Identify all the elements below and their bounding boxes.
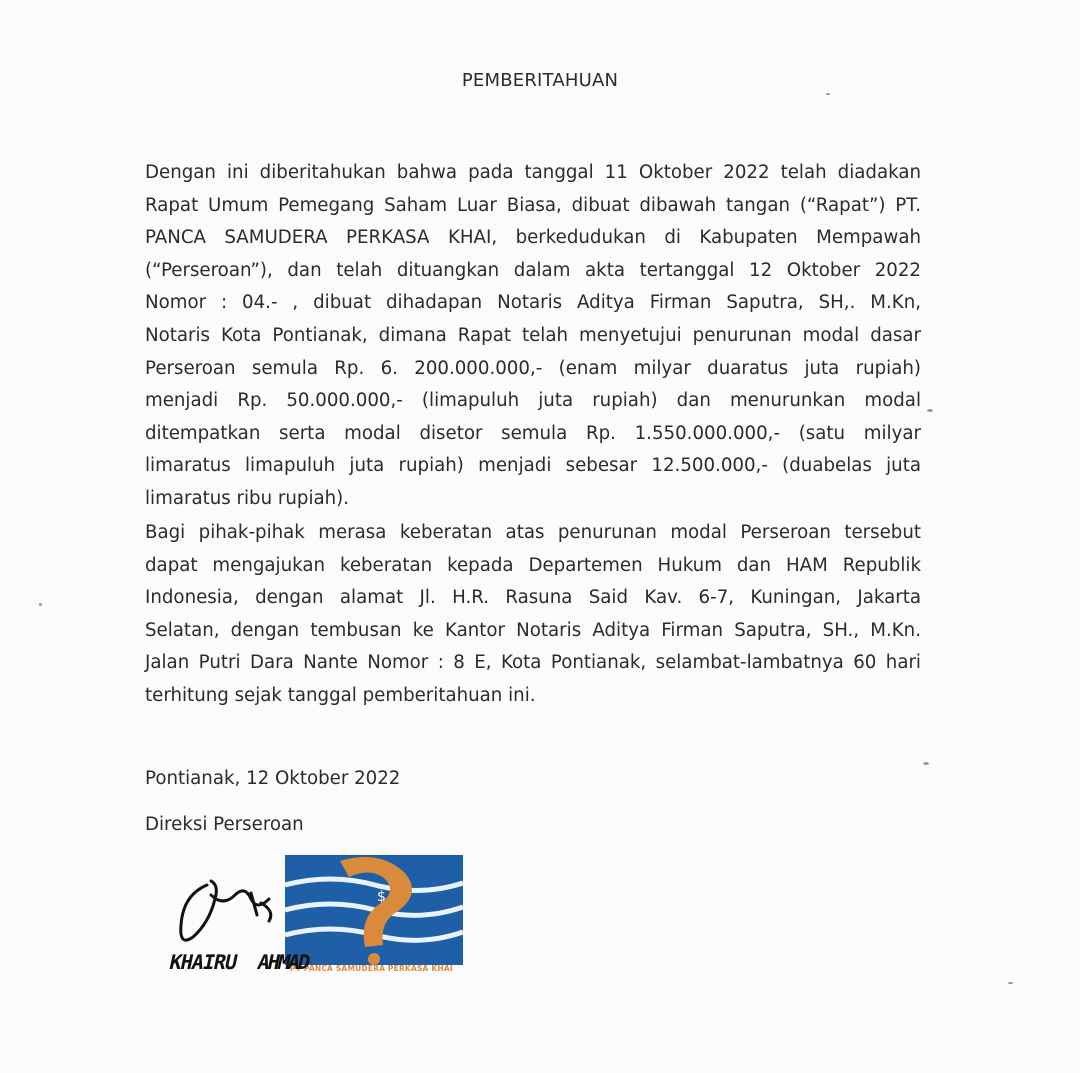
place-date: Pontianak, 12 Oktober 2022 [145,768,401,789]
paragraph-line: ditempatkan serta modal disetor semula Rp. 1.550.000.000,- (satu milyar [145,422,921,444]
scan-speck [39,603,42,606]
scan-speck [927,409,933,412]
signature-name-second: AHMAD [255,950,311,974]
paragraph-line: limaratus ribu rupiah). [145,487,350,509]
scan-speck [923,762,929,765]
paragraph-notice [145,157,921,516]
paragraph-line: menjadi Rp. 50.000.000,- (limapuluh juta rupiah) dan menurunkan modal [145,390,921,412]
paragraph-line: dapat mengajukan keberatan kepada Departemen Hukum dan HAM Republik [145,554,921,576]
paragraph-line: Bagi pihak-pihak merasa keberatan atas penurunan modal Perseroan tersebut [145,522,921,543]
paragraph-line: Jalan Putri Dara Nante Nomor : 8 E, Kota Pontianak, selambat-lambatnya 60 hari [145,652,921,674]
paragraph-line: Notaris Kota Pontianak, dimana Rapat telah menyetujui penurunan modal dasar [145,324,921,346]
signatory-title: Direksi Perseroan [145,814,304,835]
paragraph-objection [145,517,921,713]
paragraph-line: terhitung sejak tanggal pemberitahuan ini. [145,684,536,706]
scan-speck [1008,982,1013,984]
paragraph-line: Perseroan semula Rp. 6. 200.000.000,- (enam milyar duaratus juta rupiah) [145,357,921,379]
signature-stroke [181,881,271,940]
paragraph-line: Selatan, dengan tembusan ke Kantor Notaris Aditya Firman Saputra, SH., M.Kn. [145,619,921,641]
company-stamp-text: PT PANCA SAMUDERA PERKASA KHAI [290,964,453,973]
paragraph-line: limaratus limapuluh juta rupiah) menjadi sebesar 12.500.000,- (duabelas juta [145,455,921,477]
signature-name-first: KHAIRU [167,950,239,974]
scan-speck [826,93,830,95]
paragraph-line: (“Perseroan”), dan telah dituangkan dalam akta tertanggal 12 Oktober 2022 [145,259,921,281]
logo-s-letter: $ [377,889,386,905]
signature [165,855,325,965]
paragraph-line: Rapat Umum Pemegang Saham Luar Biasa, dibuat dibawah tangan (“Rapat”) PT. [145,194,921,216]
paragraph-line: Dengan ini diberitahukan bahwa pada tanggal 11 Oktober 2022 telah diadakan [145,162,921,183]
paragraph-line: PANCA SAMUDERA PERKASA KHAI, berkedudukan di Kabupaten Mempawah [145,227,921,249]
paragraph-line: Indonesia, dengan alamat Jl. H.R. Rasuna Said Kav. 6-7, Kuningan, Jakarta [145,587,921,609]
document-title: PEMBERITAHUAN [461,70,619,91]
paragraph-line: Nomor : 04.- , dibuat dihadapan Notaris Aditya Firman Saputra, SH,. M.Kn, [145,292,921,314]
